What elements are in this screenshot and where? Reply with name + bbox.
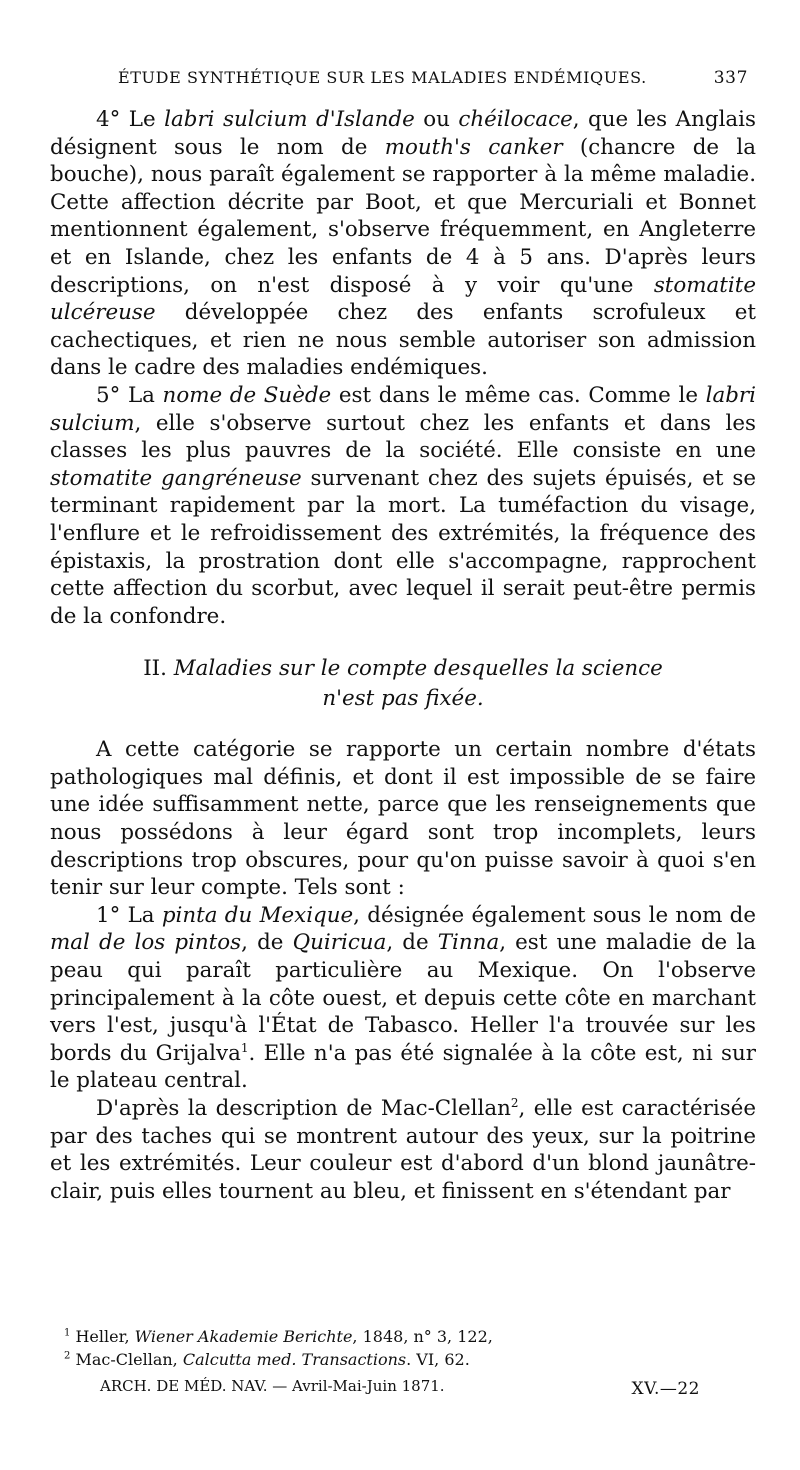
page-footer	[100, 1377, 700, 1399]
footnotes	[50, 1325, 756, 1371]
running-title: ÉTUDE SYNTHÉTIQUE SUR LES MALADIES ENDÉMIQUES.	[118, 68, 647, 87]
paragraph-mac-clellan: D'après la description de Mac-Clellan$^2$, elle est caractérisée par des taches qui se montrent autour des yeux, sur la poitrine et les extrémités. Leur couleur est d'abord d'un blond jaunâtre-clair, puis elles tournent au bleu, et finissent en s'étendant par	[50, 1095, 756, 1204]
footnote-2: $^2$ Mac-Clellan, Calcutta med. Transactions. VI, 62.	[64, 1350, 470, 1369]
section-title: Maladies sur le compte desquelles la science n'est pas fixée.	[173, 656, 663, 712]
paragraph-labri-sulcium: 4° Le labri sulcium d'Islande ou chéilocace, que les Anglais désignent sous le nom de mouth's canker (chancre de la bouche), nous paraît également se rapporter à la même maladie. Cette affection décrite par Boot, et que Mercuriali et Bonnet mentionnent également, s'observe fréquemment, en Angleterre et en Islande, chez les enfants de 4 à 5 ans. D'après leurs descriptions, on n'est disposé à y voir qu'une stomatite ulcéreuse développée chez des enfants scrofuleux et cachectiques, et rien ne nous semble autoriser son admission dans le cadre des maladies endémiques.	[50, 107, 757, 381]
footnote-1: $^1$ Heller, Wiener Akademie Berichte, 1848, n° 3, 122,	[64, 1327, 493, 1346]
section-number: II.	[143, 656, 167, 682]
signature-mark: XV.—22	[631, 1379, 700, 1399]
body-text	[50, 106, 756, 1205]
paragraph-nome-de-suede: 5° La nome de Suède est dans le même cas. Comme le labri sulcium, elle s'observe surtout chez les enfants et dans les classes les plus pauvres de la société. Elle consiste en une stomatite gangréneuse survenant chez des sujets épuisés, et se terminant rapidement par la mort. La tuméfaction du visage, l'enflure et le refroidissement des extrémités, la fréquence des épistaxis, la prostration dont elle s'accompagne, rapprochent cette affection du scorbut, avec lequel il serait peut-être permis de la confondre.	[50, 382, 756, 629]
journal-imprint: ARCH. DE MÉD. NAV. — Avril-Mai-Juin 1871.	[100, 1377, 445, 1395]
section-heading	[120, 654, 686, 714]
running-head	[118, 68, 748, 87]
page-number: 337	[713, 68, 748, 88]
footnote-ref-2: 2	[510, 1095, 519, 1110]
footnote-ref-1: 1	[240, 1040, 249, 1055]
paragraph-pinta-du-mexique: 1° La pinta du Mexique, désignée également sous le nom de mal de los pintos, de Quiricua, de Tinna, est une maladie de la peau qui paraît particulière au Mexique. On l'observe principalement à la côte ouest, et depuis cette côte en marchant vers l'est, jusqu'à l'État de Tabasco. Heller l'a trouvée sur les bords du Grijalva$^1$. Elle n'a pas été signalée à la côte est, ni sur le plateau central.	[50, 902, 756, 1094]
paragraph-categorie-intro: A cette catégorie se rapporte un certain nombre d'états pathologiques mal définis, et dont il est impossible de se faire une idée suffisamment nette, parce que les renseignements que nous possédons à leur égard sont trop incomplets, leurs descriptions trop obscures, pour qu'on puisse savoir à quoi s'en tenir sur leur compte. Tels sont :	[50, 737, 756, 901]
